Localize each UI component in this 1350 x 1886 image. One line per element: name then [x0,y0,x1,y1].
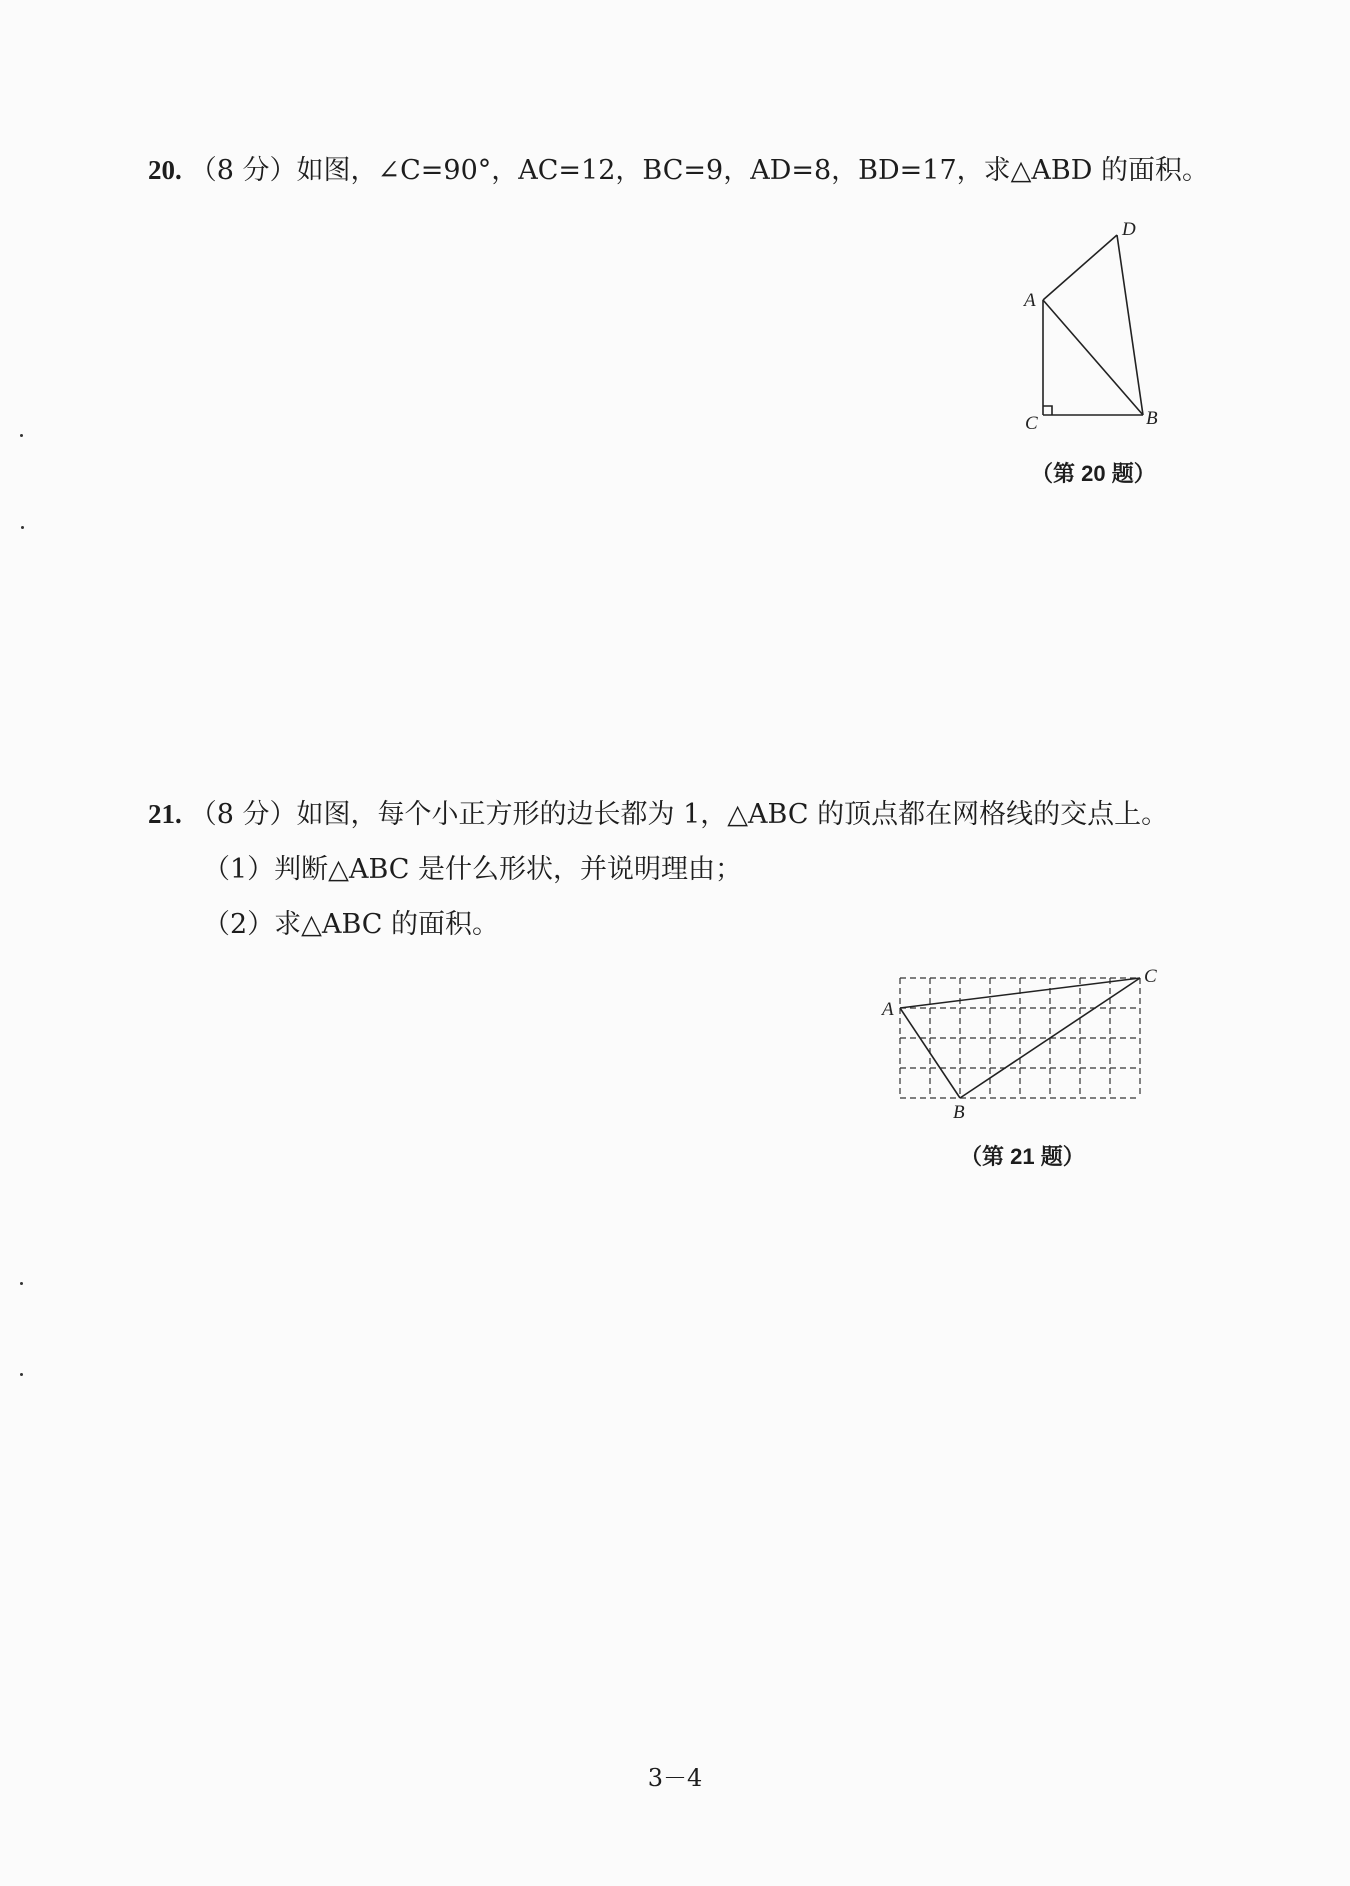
label-b: B [953,1102,965,1123]
scan-speck [20,434,23,437]
scan-speck [20,1282,23,1285]
label-c: C [1025,413,1038,434]
question-21 [148,792,1168,831]
figure-21-caption: （第 21 题） [960,1144,1085,1169]
question-21-part-1: （1）判断△ABC 是什么形状，并说明理由； [203,854,743,885]
label-d: D [1122,219,1136,240]
question-text: （8 分）如图，∠C=90°，AC=12，BC=9，AD=8，BD=17，求△ABD 的面积。 [189,155,1209,186]
dashed-grid [900,978,1140,1098]
question-20 [148,148,1209,187]
figure-20-diagram [1010,215,1185,435]
question-21-part-2: （2）求△ABC 的面积。 [203,909,500,940]
figure-21-grid-diagram [870,960,1170,1125]
scan-speck [20,1373,23,1376]
question-number: 21. [148,799,182,829]
segment-ab [1043,300,1143,415]
label-c: C [1144,966,1157,987]
scan-speck [21,526,24,529]
label-a: A [1024,290,1036,311]
segment-ad [1043,235,1117,300]
page-number: 3－4 [647,1764,703,1792]
figure-20-caption: （第 20 题） [1031,461,1156,486]
question-text: （8 分）如图，每个小正方形的边长都为 1，△ABC 的顶点都在网格线的交点上。 [189,799,1169,830]
right-angle-mark [1043,406,1052,415]
question-number: 20. [148,155,182,185]
label-a: A [882,999,894,1020]
segment-db [1117,235,1143,415]
label-b: B [1146,408,1158,429]
